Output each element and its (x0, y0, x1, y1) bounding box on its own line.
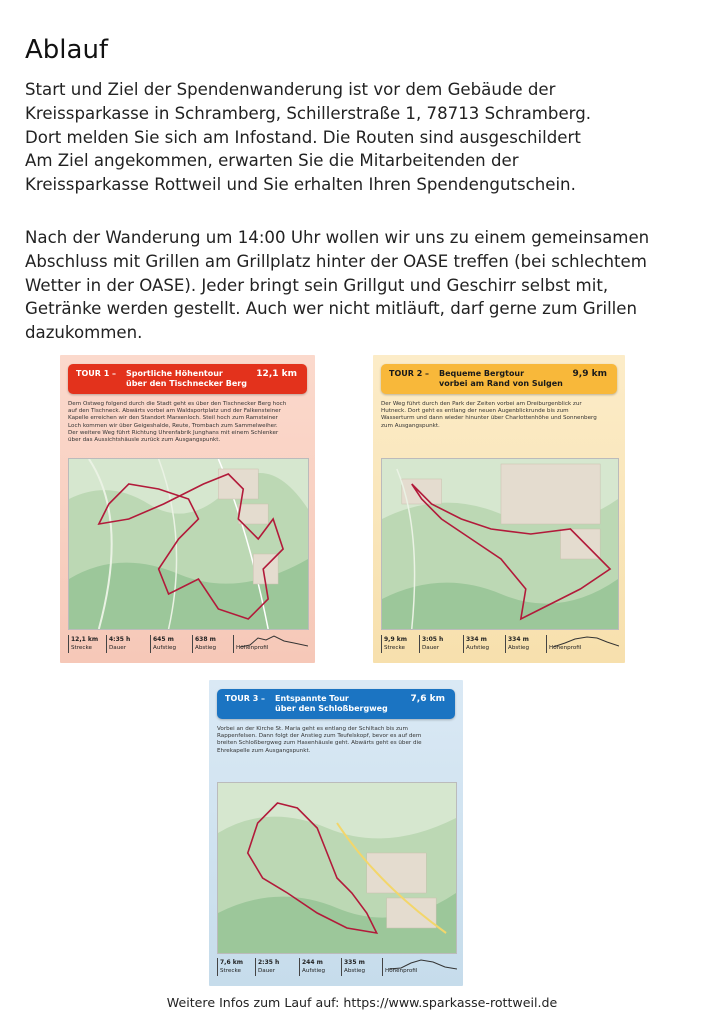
desc-line: über das Aussichtshäusle zurück zum Ausgangspunkt. (68, 437, 221, 444)
intro-paragraph (25, 78, 705, 197)
tour-banner (217, 689, 455, 719)
tour-banner (68, 364, 307, 394)
stat-profil: Höhenprofil (546, 635, 581, 653)
desc-line: Der Weg führt durch den Park der Zeiten vorbei am Dreiburgenblick zur (381, 401, 582, 407)
tour-distance: 7,6 km (410, 694, 445, 704)
tour-description (68, 401, 303, 444)
tour-number: TOUR 3 – (225, 694, 266, 703)
route-map (217, 782, 457, 954)
elevation-profile (553, 633, 619, 649)
stat-aufstieg: 244 m Aufstieg (299, 958, 325, 976)
desc-line: Kapelle erreichen wir den Standort Marxenloch. Steil hoch zum Ramsteiner (68, 415, 278, 422)
tour-number: TOUR 2 – (389, 369, 430, 378)
stat-dauer: 4:35 h Dauer (106, 635, 130, 653)
stat-profil: Höhenprofil (233, 635, 268, 653)
text-line: Start und Ziel der Spendenwanderung ist vor dem Gebäude der (25, 80, 556, 99)
stat-strecke: 7,6 km Strecke (217, 958, 243, 976)
stat-strecke: 12,1 km Strecke (68, 635, 98, 653)
text-line: Am Ziel angekommen, erwarten Sie die Mitarbeitenden der (25, 151, 519, 171)
text-line: Dort melden Sie sich am Infostand. Die Routen sind ausgeschildert (25, 127, 581, 147)
stat-aufstieg: 645 m Aufstieg (150, 635, 176, 653)
text-line: Kreissparkasse Rottweil und Sie erhalten Ihren Spendengutschein. (25, 175, 576, 195)
stat-profil: Höhenprofil (382, 958, 417, 976)
elevation-profile (240, 633, 308, 649)
tour-card-3 (209, 680, 463, 986)
desc-line: Rappenfelsen. Dann folgt der Anstieg zum Teufelskopf, bevor es auf dem (217, 733, 422, 740)
route-map (68, 458, 309, 630)
after-hike-paragraph (25, 226, 705, 345)
stat-strecke: 9,9 km Strecke (381, 635, 407, 653)
tour-name: Sportliche Höhentour (126, 369, 223, 378)
stat-abstieg: 334 m Abstieg (505, 635, 529, 653)
tour-stats (217, 956, 457, 982)
desc-line: Wasserturm und dann wieder hinunter über Charlottenhöhe und Sonnenberg (381, 415, 597, 422)
route-map-graphic (382, 459, 618, 629)
desc-line: Dem Ostweg folgend durch die Stadt geht es über den Tischnecker Berg hoch (68, 401, 287, 407)
tour-name: Bequeme Bergtour (439, 369, 525, 378)
tour-distance: 9,9 km (572, 369, 607, 379)
route-map (381, 458, 619, 630)
tour-name: Entspannte Tour (275, 694, 349, 703)
desc-line: Vorbei an der Kirche St. Maria geht es entlang der Schiltach bis zum (217, 726, 408, 732)
tour-card-1 (60, 355, 315, 663)
text-line: Nach der Wanderung um 14:00 Uhr wollen wir uns zu einem gemeinsamen (25, 228, 650, 247)
desc-line: breiten Schloßbergweg zum Hasenhäusle geht. Abwärts geht es über die (217, 740, 422, 747)
desc-line: Hutneck. Dort geht es entlang der neuen Augenblickrunde bis zum (381, 408, 569, 415)
desc-line: Loch kommen wir über Geigeshalde, Reute, Trombach zum Sammelweiher. (68, 422, 278, 429)
elevation-profile (389, 956, 457, 972)
stat-abstieg: 638 m Abstieg (192, 635, 216, 653)
tour-banner (381, 364, 617, 394)
tour-card-2 (373, 355, 625, 663)
tour-subname: vorbei am Rand von Sulgen (439, 379, 563, 388)
desc-line: Der weitere Weg führt Richtung Uhrenfabrik Junghans mit einem Schlenker (68, 429, 279, 436)
tour-distance: 12,1 km (256, 369, 297, 379)
text-line: Wetter in der OASE). Jeder bringt sein Grillgut und Geschirr selbst mit, (25, 275, 609, 295)
tour-subname: über den Schloßbergweg (275, 704, 388, 713)
text-line: dazukommen. (25, 323, 143, 343)
footer-info: Weitere Infos zum Lauf auf: https://www.sparkasse-rottweil.de (166, 995, 558, 1010)
desc-line: Ehrekapelle zum Ausgangspunkt. (217, 747, 311, 754)
stat-dauer: 3:05 h Dauer (419, 635, 443, 653)
stat-dauer: 2:35 h Dauer (255, 958, 279, 976)
tour-stats (68, 633, 309, 659)
text-line: Abschluss mit Grillen am Grillplatz hinter der OASE treffen (bei schlechtem (25, 251, 647, 271)
page-title: Ablauf (25, 35, 109, 65)
route-map-graphic (218, 783, 456, 953)
tour-description (217, 726, 451, 755)
tour-number: TOUR 1 – (76, 369, 117, 378)
tour-subname: über den Tischnecker Berg (126, 379, 247, 388)
stat-abstieg: 335 m Abstieg (341, 958, 365, 976)
desc-line: auf den Tischneck. Abwärts vorbei am Waldsportplatz und der Falkensteiner (68, 408, 281, 415)
tour-description (381, 401, 613, 430)
text-line: Kreissparkasse in Schramberg, Schillerstraße 1, 78713 Schramberg. (25, 103, 592, 123)
tour-stats (381, 633, 619, 659)
route-map-graphic (69, 459, 308, 629)
desc-line: zum Ausgangspunkt. (381, 422, 440, 429)
text-line: Getränke werden gestellt. Auch wer nicht mitläuft, darf gerne zum Grillen (25, 299, 638, 319)
stat-aufstieg: 334 m Aufstieg (463, 635, 489, 653)
